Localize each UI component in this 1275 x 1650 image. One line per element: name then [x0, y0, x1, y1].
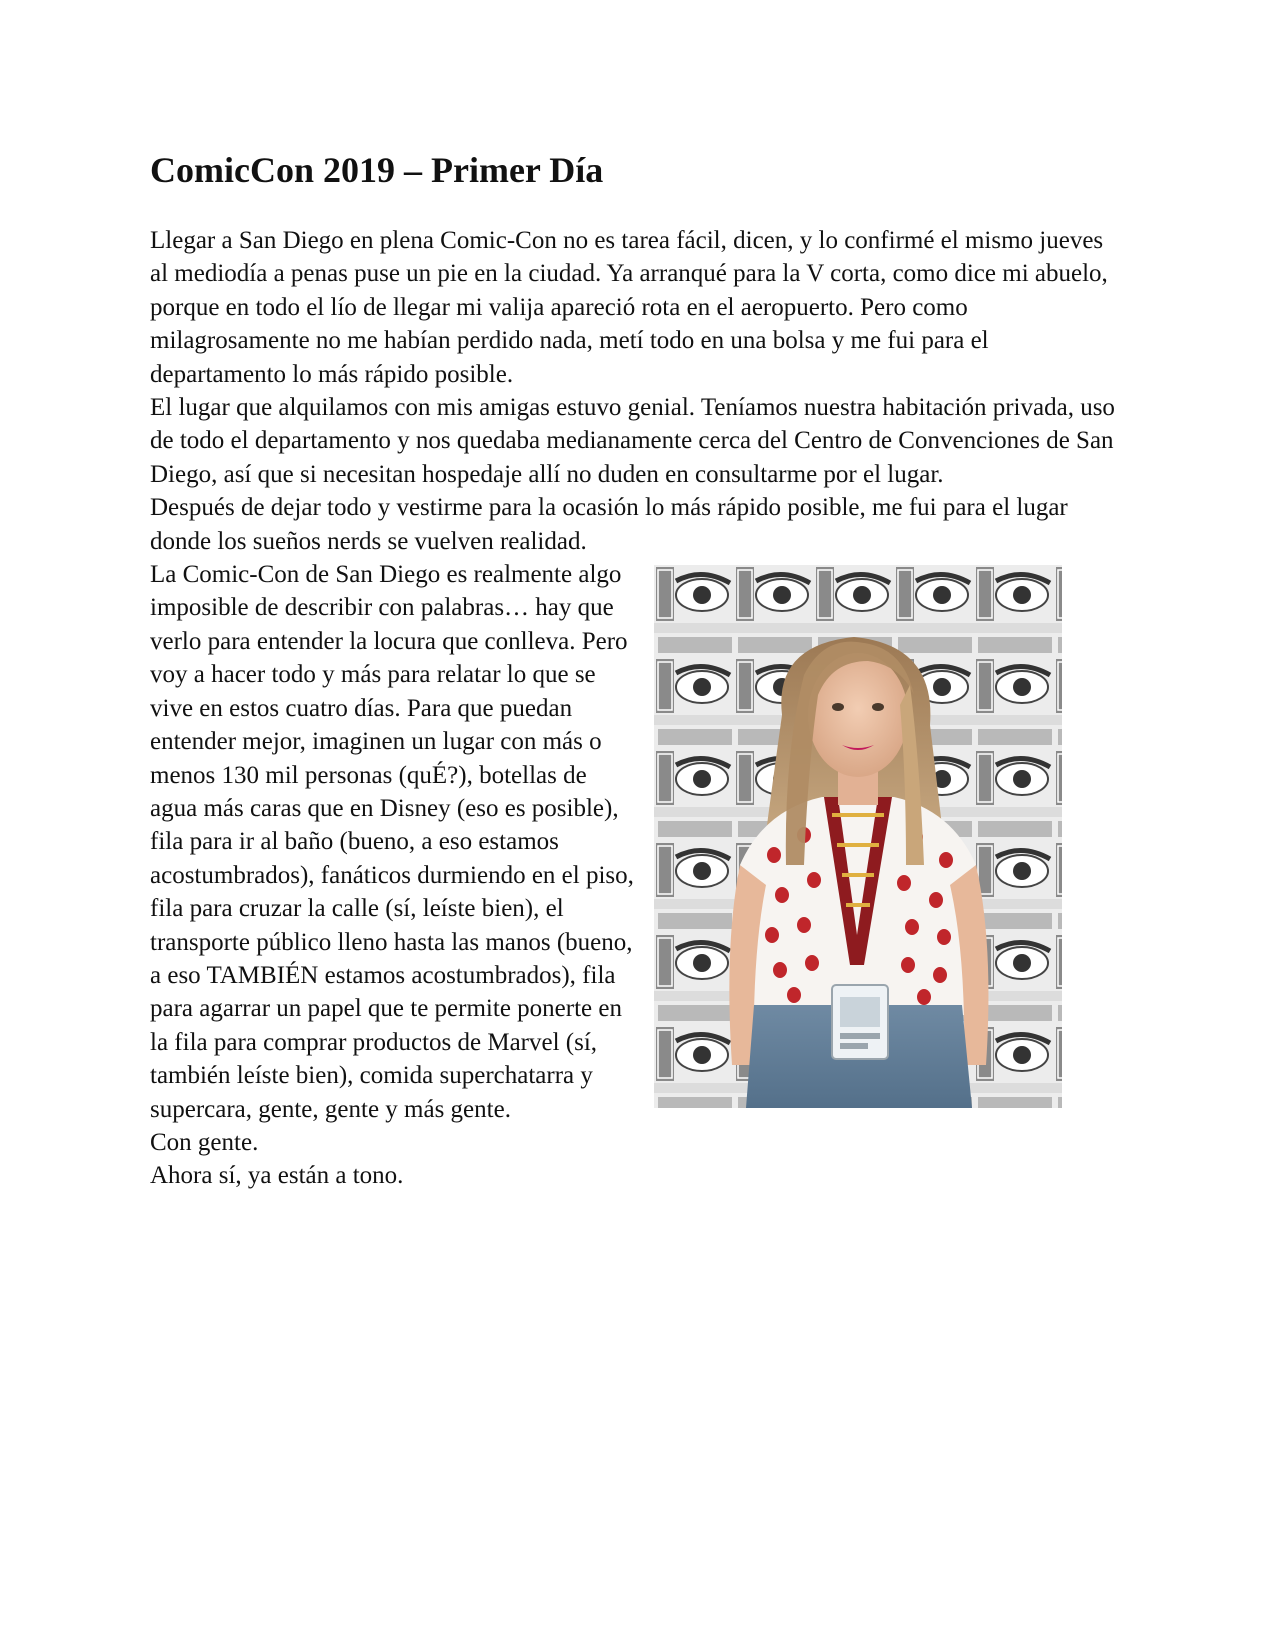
shirt-dot — [937, 929, 951, 945]
shirt-dot — [775, 887, 789, 903]
shirt-dot — [805, 955, 819, 971]
shirt-dot — [901, 957, 915, 973]
article-body — [150, 224, 1120, 1193]
paragraph-con-gente: Con gente. — [150, 1128, 259, 1156]
photo-illustration — [654, 565, 1062, 1108]
article-photo — [654, 565, 1062, 1108]
paragraph-closing: Ahora sí, ya están a tono. — [150, 1162, 404, 1190]
shirt-dot — [767, 847, 781, 863]
shirt-dot — [773, 962, 787, 978]
document-page — [150, 150, 1120, 1193]
shirt-dot — [939, 852, 953, 868]
shirt-dot — [917, 989, 931, 1005]
shirt-dot — [797, 917, 811, 933]
paragraph-lodging: El lugar que alquilamos con mis amigas estuvo genial. Teníamos nuestra habitación privada, uso de todo el departamento y nos quedaba medianamente cerca del Centro de Convenciones de San Diego, así que si necesitan hospedaje allí no duden en consultarme por el lugar. — [150, 394, 1115, 488]
shirt-dot — [897, 875, 911, 891]
shirt-dot — [905, 919, 919, 935]
article-title: ComicCon 2019 – Primer Día — [150, 150, 604, 190]
shirt-dot — [807, 872, 821, 888]
shirt-dot — [765, 927, 779, 943]
paragraph-comiccon: La Comic-Con de San Diego es realmente algo imposible de describir con palabras… hay que verlo para entender la locura que conlleva. Pero voy a hacer todo y más para relatar lo que se vive en estos cuatro días. Para que puedan entender mejor, imaginen un lugar con más o menos 130 mil personas (quÉ?), botellas de agua más caras que en Disney (eso es posible), fila para ir al baño (bueno, a eso estamos acostumbrados), fanáticos durmiendo en el piso, fila para cruzar la calle (sí, leíste bien), el transporte público lleno hasta las manos (bueno, a eso TAMBIÉN estamos acostumbrados), fila para agarrar un papel que te permite ponerte en la fila para comprar productos de Marvel (sí, también leíste bien), comida superchatarra y supercara, gente, gente y más gente. — [150, 561, 634, 1123]
shirt-dot — [787, 987, 801, 1003]
shirt-dot — [933, 967, 947, 983]
shirt-dot — [929, 892, 943, 908]
paragraph-departure: Después de dejar todo y vestirme para la ocasión lo más rápido posible, me fui para el lugar donde los sueños nerds se vuelven realidad. — [150, 494, 1068, 555]
paragraph-arrival: Llegar a San Diego en plena Comic-Con no es tarea fácil, dicen, y lo confirmé el mismo jueves al mediodía a penas puse un pie en la ciudad. Ya arranqué para la V corta, como dice mi abuelo, porque en todo el lío de llegar mi valija apareció rota en el aeropuerto. Pero como milagrosamente no me habían perdido nada, metí todo en una bolsa y me fui para el departamento lo más rápido posible. — [150, 227, 1108, 388]
